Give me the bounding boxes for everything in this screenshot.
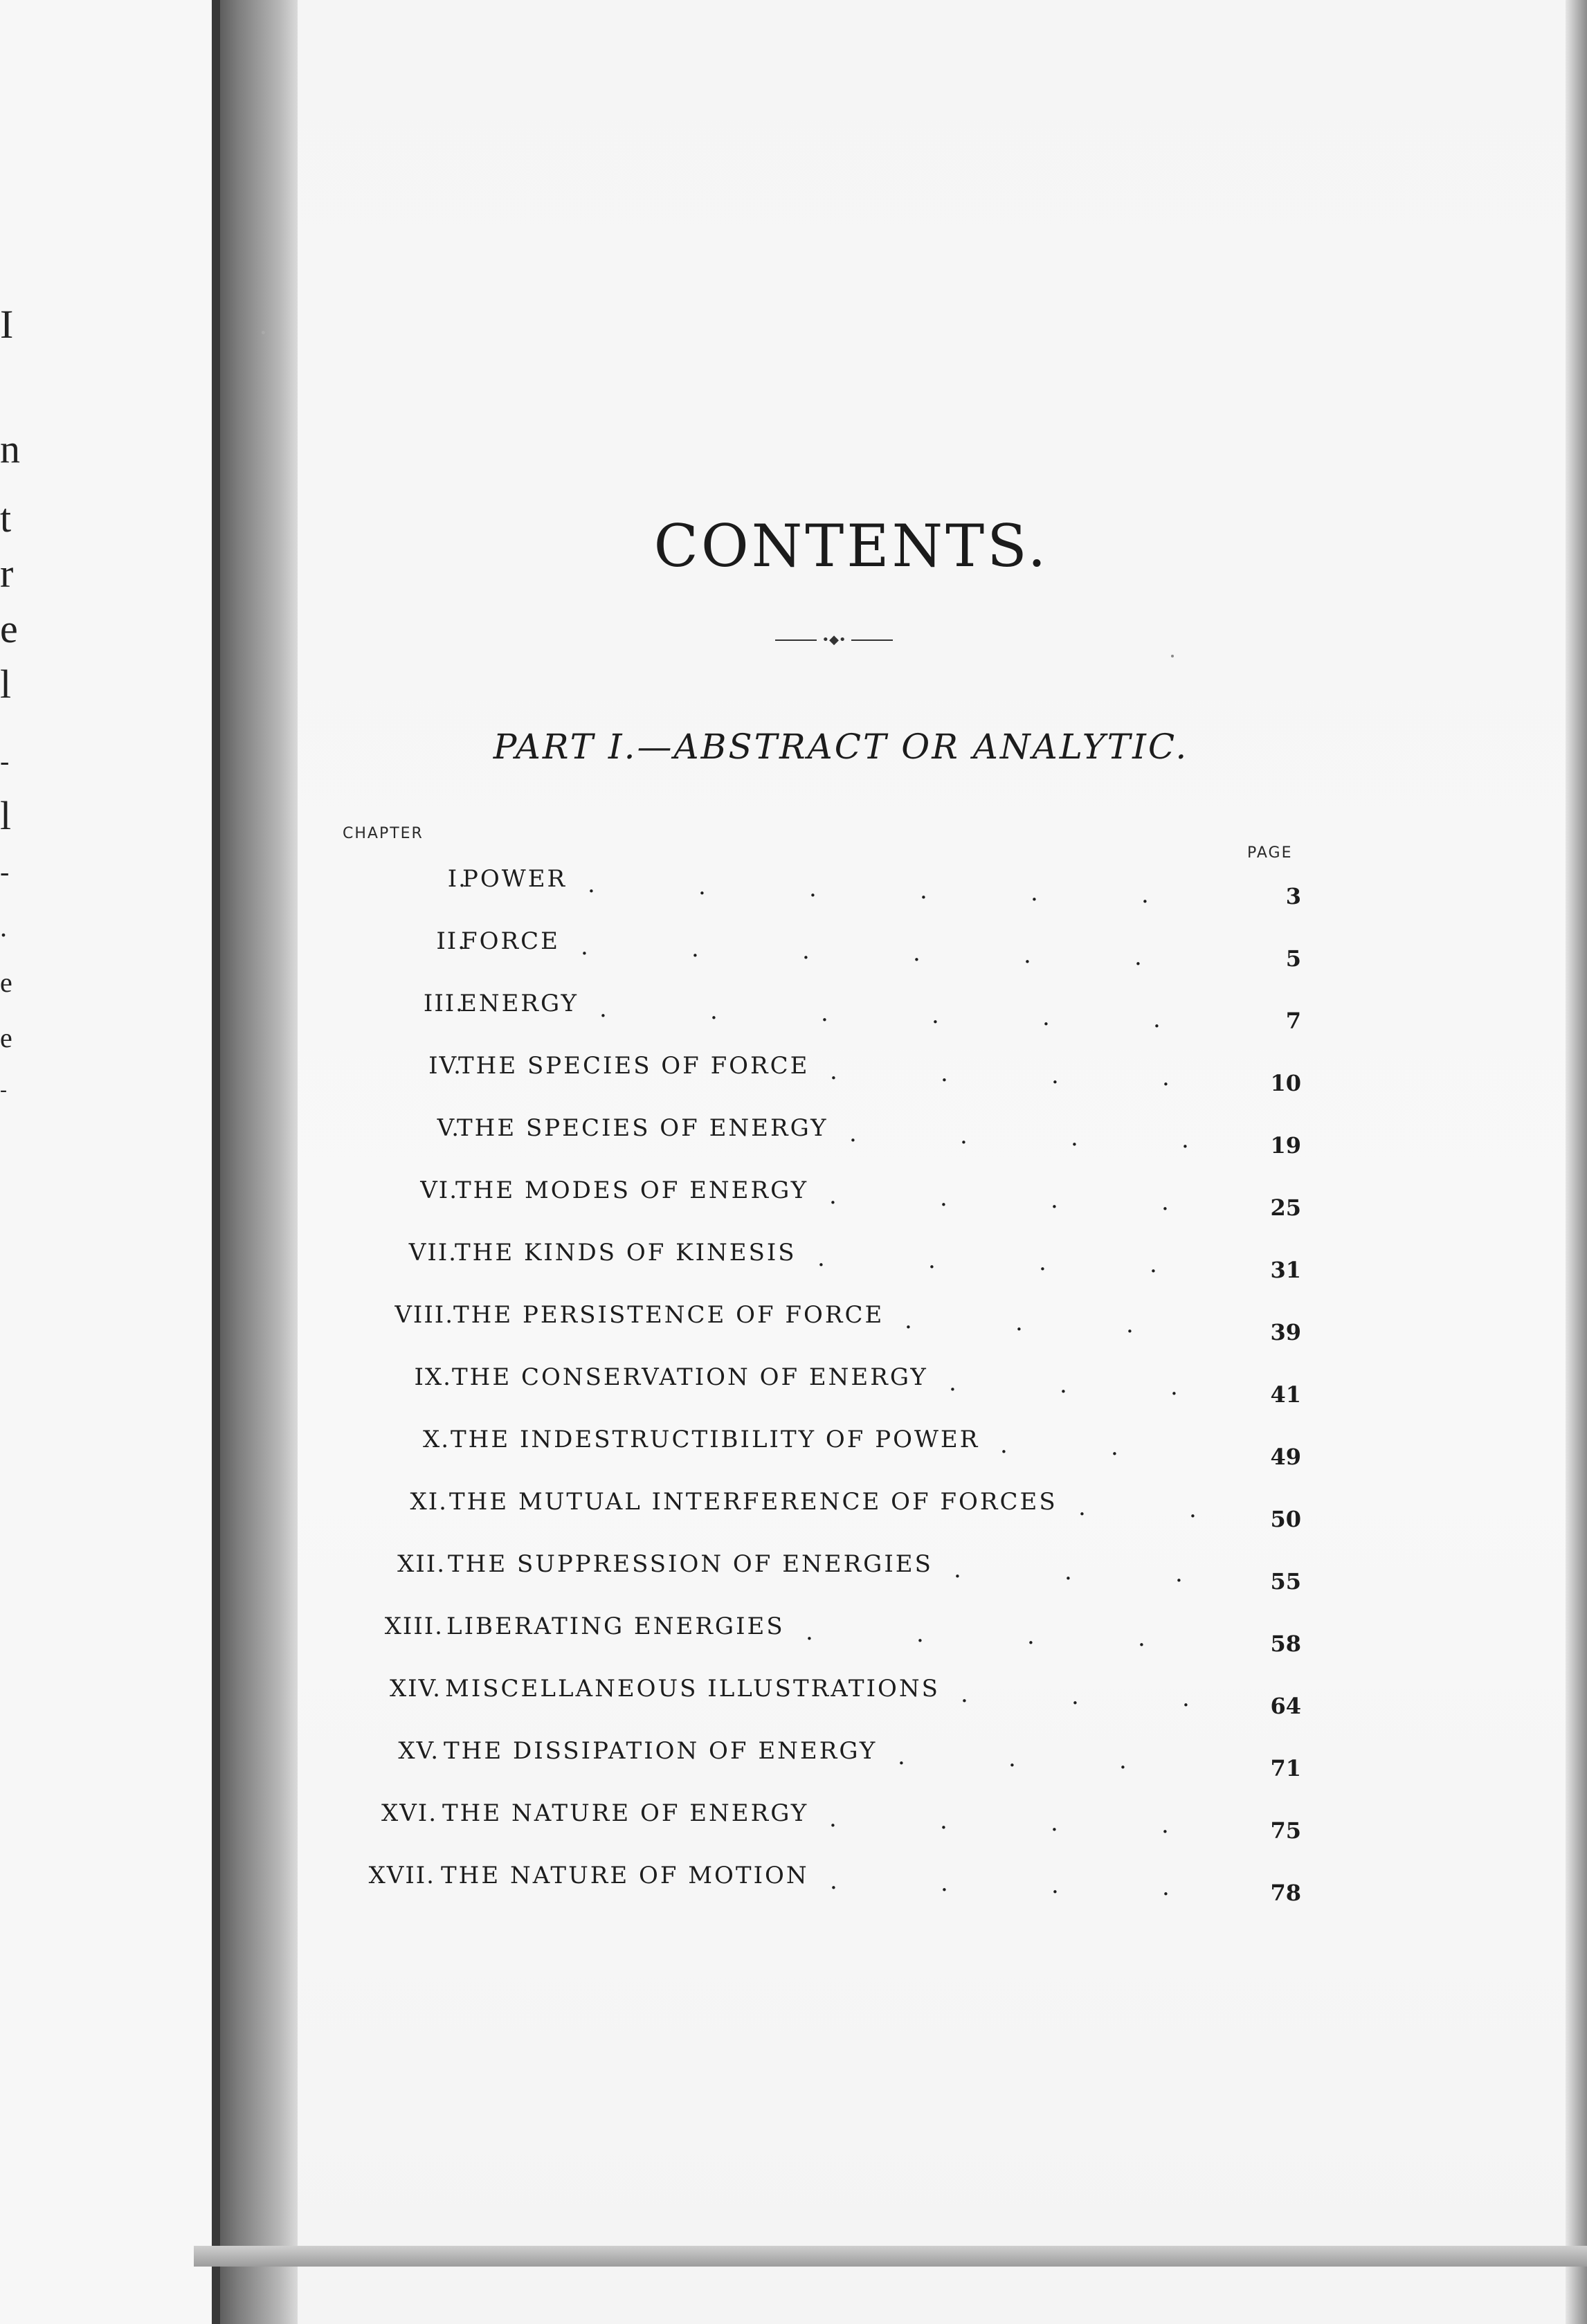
previous-page-letter: l	[0, 662, 12, 707]
chapter-number: I.	[447, 865, 467, 893]
part-heading: PART I.—ABSTRACT OR ANALYTIC.	[493, 727, 1189, 767]
chapter-title: THE SPECIES OF FORCE	[458, 1052, 810, 1080]
toc-row	[305, 1675, 1315, 1719]
leader-dot: .	[1024, 941, 1031, 969]
previous-page-letter: I	[0, 302, 14, 347]
leader-dot: .	[1189, 1496, 1197, 1523]
previous-page-letter: e	[0, 1022, 12, 1053]
previous-page-letter: r	[0, 551, 14, 596]
leader-dot: .	[941, 1869, 948, 1897]
previous-page-letter: n	[0, 426, 20, 471]
toc-row	[305, 1239, 1315, 1283]
leader-dot: .	[1051, 1186, 1058, 1214]
toc-row	[305, 1550, 1315, 1595]
previous-page-letter: e	[0, 967, 12, 998]
toc-row	[305, 1426, 1315, 1470]
previous-page-letter: -	[0, 856, 10, 887]
leader-dot: .	[1039, 1249, 1046, 1276]
chapter-number: XI.	[410, 1488, 448, 1516]
previous-page-letter: .	[0, 911, 7, 943]
ornament-rule-left	[775, 639, 817, 641]
leader-dot: .	[821, 999, 828, 1027]
chapter-title: THE SPECIES OF ENERGY	[457, 1114, 828, 1142]
toc-row	[305, 1114, 1315, 1159]
leader-dot: .	[916, 1620, 924, 1648]
leader-dot: .	[1150, 1251, 1157, 1278]
previous-page-edge	[0, 0, 221, 2324]
toc-row	[305, 1737, 1315, 1779]
toc-row	[305, 927, 1315, 972]
chapter-number: IV.	[428, 1052, 462, 1080]
ornament-rule-right	[851, 639, 893, 641]
leader-dot: .	[960, 1122, 968, 1150]
chapter-number: VIII.	[395, 1301, 454, 1329]
chapter-page-number: 50	[1270, 1506, 1301, 1532]
leader-dot: .	[1078, 1494, 1086, 1521]
leader-dot: .	[581, 933, 588, 961]
chapter-title: THE PERSISTENCE OF FORCE	[453, 1301, 885, 1329]
chapter-page-number: 49	[1270, 1444, 1301, 1470]
chapter-number: XIII.	[384, 1613, 444, 1640]
previous-page-letter: -	[0, 745, 10, 777]
leader-dot: .	[829, 1805, 837, 1833]
chapter-page-number: 3	[1285, 883, 1301, 909]
toc-row	[305, 1862, 1315, 1906]
toc-row	[305, 990, 1315, 1034]
leader-dot: .	[1051, 1871, 1059, 1899]
toc-row	[305, 1177, 1315, 1221]
chapter-page-number: 10	[1270, 1070, 1301, 1096]
toc-row	[305, 1488, 1315, 1532]
chapter-title: THE MUTUAL INTERFERENCE OF FORCES	[449, 1488, 1058, 1516]
chapter-number: XII.	[397, 1550, 446, 1578]
toc-row	[305, 1052, 1315, 1096]
chapter-page-number: 39	[1270, 1319, 1301, 1345]
leader-dot: .	[599, 995, 607, 1023]
leader-dot: .	[920, 877, 927, 905]
chapter-page-number: 78	[1270, 1880, 1301, 1906]
leader-dot: .	[940, 1807, 947, 1835]
leader-dot: .	[1126, 1311, 1134, 1338]
chapter-number: III.	[423, 990, 464, 1017]
leader-dot: .	[698, 873, 706, 900]
leader-dot: .	[849, 1120, 857, 1147]
chapter-page-number: 64	[1270, 1693, 1301, 1719]
chapter-title: LIBERATING ENERGIES	[446, 1613, 785, 1640]
chapter-number: VII.	[408, 1239, 457, 1267]
leader-dot: .	[940, 1184, 947, 1212]
chapter-page-number: 58	[1270, 1631, 1301, 1657]
leader-dot: .	[1182, 1685, 1190, 1712]
chapter-title: THE KINDS OF KINESIS	[455, 1239, 797, 1267]
leader-dot: .	[1027, 1622, 1035, 1650]
chapter-number: XV.	[398, 1737, 439, 1765]
leader-dot: .	[1161, 1811, 1169, 1839]
leader-dot: .	[691, 935, 699, 963]
leader-dot: .	[1161, 1188, 1169, 1216]
leader-dot: .	[1175, 1560, 1183, 1588]
leader-dot: .	[1064, 1558, 1072, 1586]
leader-dot: .	[905, 1307, 912, 1334]
chapter-title: THE DISSIPATION OF ENERGY	[444, 1737, 878, 1765]
leader-dot: .	[1060, 1371, 1067, 1399]
leader-dot: .	[1000, 1431, 1008, 1459]
chapter-title: POWER	[462, 865, 568, 893]
leader-dot: .	[1119, 1747, 1127, 1774]
print-speck	[1171, 655, 1174, 657]
chapter-number: II.	[436, 927, 466, 955]
toc-row	[305, 1613, 1315, 1657]
chapter-title: THE SUPPRESSION OF ENERGIES	[448, 1550, 933, 1578]
leader-dot: .	[928, 1246, 936, 1274]
chapter-page-number: 55	[1270, 1568, 1301, 1595]
leader-dot: .	[949, 1369, 956, 1397]
leader-dot: .	[961, 1680, 968, 1708]
chapter-page-number: 25	[1270, 1195, 1301, 1221]
leader-dot: .	[898, 1743, 905, 1770]
ornament-flourish: •◆•	[822, 633, 846, 647]
chapter-column-header: CHAPTER	[343, 825, 424, 842]
leader-dot: .	[1031, 879, 1038, 907]
chapter-title: THE NATURE OF ENERGY	[442, 1799, 809, 1827]
leader-dot: .	[588, 871, 595, 898]
leader-dot: .	[710, 997, 718, 1025]
leader-dot: .	[817, 1244, 825, 1272]
chapter-title: THE CONSERVATION OF ENERGY	[452, 1363, 928, 1391]
leader-dot: .	[802, 937, 810, 965]
leader-dot: .	[1015, 1309, 1023, 1336]
chapter-number: XVI.	[381, 1799, 437, 1827]
leader-dot: .	[1162, 1064, 1170, 1091]
leader-dot: .	[830, 1057, 837, 1085]
page-column-header: PAGE	[1247, 844, 1293, 862]
title-ornament	[775, 633, 893, 647]
chapter-number: XIV.	[389, 1675, 442, 1703]
page-right-edge	[1566, 0, 1587, 2324]
leader-dot: .	[1134, 943, 1142, 971]
leader-dot: .	[1051, 1809, 1058, 1837]
chapter-number: VI.	[420, 1177, 458, 1204]
chapter-number: X.	[422, 1426, 450, 1453]
chapter-number: IX.	[414, 1363, 452, 1391]
chapter-number: XVII.	[368, 1862, 435, 1889]
previous-page-letter: -	[0, 1078, 7, 1101]
chapter-page-number: 19	[1270, 1132, 1301, 1159]
leader-dot: .	[829, 1182, 837, 1210]
page-bottom-edge	[194, 2246, 1587, 2267]
binding-gutter	[220, 0, 298, 2324]
leader-dot: .	[1181, 1126, 1189, 1154]
chapter-title: ENERGY	[460, 990, 579, 1017]
leader-dot: .	[1071, 1682, 1079, 1710]
toc-row	[305, 1799, 1315, 1844]
leader-dot: .	[913, 939, 921, 967]
leader-dot: .	[954, 1556, 961, 1583]
chapter-title: THE INDESTRUCTIBILITY OF POWER	[451, 1426, 980, 1453]
leader-dot: .	[1162, 1873, 1170, 1901]
chapter-page-number: 71	[1270, 1755, 1301, 1781]
chapter-title: FORCE	[461, 927, 560, 955]
previous-page-letter: e	[0, 606, 18, 651]
leader-dot: .	[1071, 1124, 1078, 1152]
leader-dot: .	[932, 1001, 939, 1029]
leader-dot: .	[830, 1867, 837, 1895]
chapter-page-number: 5	[1285, 945, 1301, 972]
chapter-number: V.	[437, 1114, 460, 1142]
leader-dot: .	[1153, 1006, 1161, 1033]
chapter-page-number: 75	[1270, 1817, 1301, 1844]
leader-dot: .	[1051, 1062, 1059, 1089]
leader-dot: .	[1170, 1373, 1178, 1401]
contents-page	[298, 0, 1587, 2324]
chapter-page-number: 31	[1270, 1257, 1301, 1283]
leader-dot: .	[941, 1060, 948, 1087]
chapter-page-number: 7	[1285, 1008, 1301, 1034]
toc-row	[305, 865, 1315, 907]
leader-dot: .	[1141, 881, 1149, 909]
leader-dot: .	[1111, 1433, 1118, 1461]
leader-dot: .	[1138, 1624, 1145, 1652]
chapter-title: THE MODES OF ENERGY	[455, 1177, 809, 1204]
previous-page-letter: l	[0, 793, 12, 838]
print-speck	[262, 331, 265, 334]
leader-dot: .	[809, 875, 817, 902]
previous-page-letter: t	[0, 496, 12, 541]
leader-dot: .	[1042, 1004, 1050, 1031]
chapter-title: MISCELLANEOUS ILLUSTRATIONS	[445, 1675, 940, 1703]
chapter-page-number: 41	[1270, 1381, 1301, 1408]
toc-row	[305, 1301, 1315, 1343]
leader-dot: .	[806, 1618, 813, 1646]
page-title: CONTENTS.	[653, 512, 1049, 580]
chapter-title: THE NATURE OF MOTION	[441, 1862, 809, 1889]
leader-dot: .	[1008, 1745, 1016, 1772]
toc-row	[305, 1363, 1315, 1408]
